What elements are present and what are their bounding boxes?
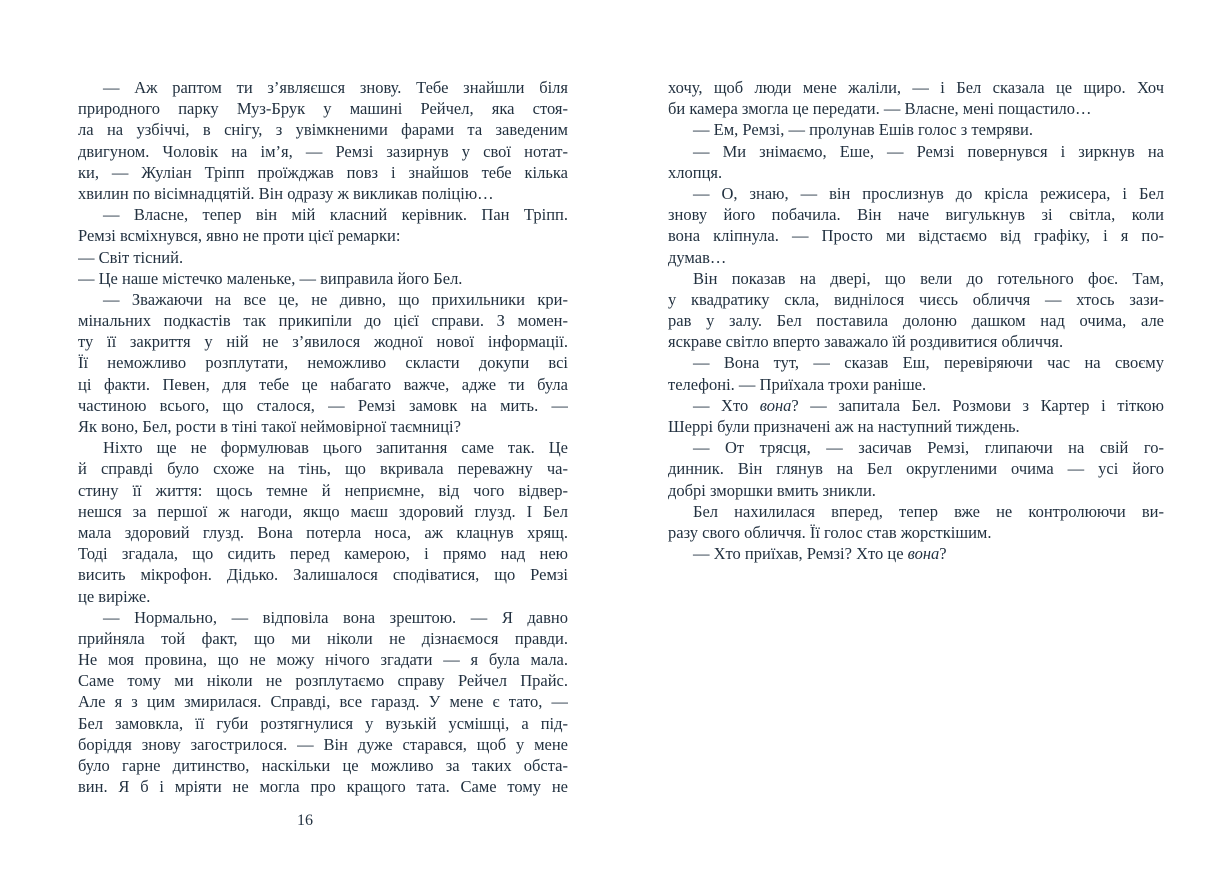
paragraph: [78, 437, 568, 607]
text-segment: ?: [939, 544, 947, 564]
text-segment: би камера змогла це передати. — Власне, мені пощастило…: [668, 99, 1092, 119]
text-line: [668, 268, 1164, 289]
text-line: [668, 289, 1164, 310]
text-line: [78, 564, 568, 585]
text-segment: Не моя провина, що не можу нічого згадати — я була мала.: [78, 650, 568, 670]
text-line: [78, 204, 568, 225]
text-segment: ? — запитала Бел. Розмови з Картер і тіткою: [791, 395, 1164, 415]
text-segment: ки, — Жуліан Тріпп проїжджав повз і знайшов тебе кілька: [78, 162, 568, 182]
paragraph: [668, 183, 1164, 268]
text-segment: Він показав на двері, що вели до готельного фоє. Там,: [693, 268, 1164, 288]
text-line: [668, 98, 1164, 119]
text-segment: — Власне, тепер він мій класний керівник. Пан Тріпп.: [103, 205, 568, 225]
text-segment: хвилин по вісімнадцятій. Він одразу ж викликав поліцію…: [78, 183, 494, 203]
text-segment: Бел нахилилася вперед, тепер вже не контролюючи ви-: [693, 501, 1164, 521]
text-line: [78, 141, 568, 162]
paragraph: [668, 437, 1164, 501]
text-line: [668, 480, 1164, 501]
text-line: [668, 501, 1164, 522]
text-line: [668, 331, 1164, 352]
text-segment: природного парку Муз-Брук у машині Рейчел, яка стоя-: [78, 99, 568, 119]
text-line: [668, 119, 1164, 140]
text-line: [78, 77, 568, 98]
text-segment: Її неможливо розплутати, неможливо скласти докупи всі: [78, 353, 568, 373]
text-line: [78, 395, 568, 416]
text-segment: — Хто: [693, 395, 760, 415]
paragraph: [78, 247, 568, 268]
paragraph: [78, 77, 568, 204]
paragraph: [668, 352, 1164, 394]
text-segment: — Нормально, — відповіла вона зрештою. — Я давно: [103, 607, 568, 627]
text-segment: — Ем, Ремзі, — пролунав Ешів голос з темряви.: [693, 120, 1033, 140]
text-segment: динник. Він глянув на Бел округленими очима — усі його: [668, 459, 1164, 479]
paragraph: [668, 77, 1164, 119]
text-line: [78, 691, 568, 712]
text-segment: Ніхто ще не формулював цього запитання саме так. Це: [103, 438, 568, 458]
text-line: [668, 77, 1164, 98]
text-segment: — Зважаючи на все це, не дивно, що прихильники кри-: [103, 289, 568, 309]
text-segment: прийняла той факт, що ми ніколи не дізнаємося правди.: [78, 628, 568, 648]
paragraph: [668, 395, 1164, 437]
text-line: [78, 543, 568, 564]
text-segment: ці факти. Певен, для тебе це набагато важче, адже ти була: [78, 374, 568, 394]
text-segment: яскраве світло вперто заважало їй роздивитися обличчя.: [668, 332, 1064, 352]
text-line: [78, 501, 568, 522]
text-line: [78, 437, 568, 458]
text-line: [78, 776, 568, 797]
text-segment: було гарне дитинство, наскільки це можливо за таких обста-: [78, 756, 568, 775]
text-segment: знову його побачила. Він наче вигулькнув зі світла, коли: [668, 205, 1164, 225]
text-line: [78, 670, 568, 691]
text-line: [78, 289, 568, 310]
text-segment: Але я з цим змирилася. Справді, все гаразд. У мене є тато, —: [78, 692, 568, 712]
text-line: [668, 522, 1164, 543]
text-segment: — О, знаю, — він прослизнув до крісла режисера, і Бел: [693, 183, 1164, 203]
text-line: [78, 734, 568, 755]
text-line: [668, 437, 1164, 458]
text-segment: частиною всього, що сталося, — Ремзі замовк на мить. —: [78, 395, 568, 415]
text-segment: вона кліпнула. — Просто ми відстаємо від графіку, і я по-: [668, 226, 1164, 246]
text-segment: нешся за першої ж нагоди, якщо маєш здоровий глузд. І Бел: [78, 501, 568, 521]
paragraph: [668, 141, 1164, 183]
text-segment: думав…: [668, 247, 727, 267]
text-line: [78, 458, 568, 479]
text-segment: й справді було схоже на тінь, що вкривала переважну ча-: [78, 459, 568, 479]
text-line: [78, 607, 568, 628]
paragraph: [78, 268, 568, 289]
text-line: [78, 98, 568, 119]
text-segment: рав у залу. Бел поставила долоню дашком над очима, але: [668, 311, 1164, 331]
text-line: [78, 586, 568, 607]
text-line: [78, 331, 568, 352]
text-line: [78, 119, 568, 140]
paragraph: [668, 501, 1164, 543]
text-line: [78, 374, 568, 395]
text-line: [78, 649, 568, 670]
text-segment: добрі зморшки вмить зникли.: [668, 480, 876, 500]
text-line: [78, 628, 568, 649]
italic-text: вона: [759, 395, 792, 415]
text-line: [668, 141, 1164, 162]
text-line: [668, 225, 1164, 246]
text-line: [668, 247, 1164, 268]
text-segment: — Світ тісний.: [78, 247, 184, 267]
text-line: [78, 183, 568, 204]
text-line: [668, 183, 1164, 204]
text-segment: — От трясця, — засичав Ремзі, глипаючи на свій го-: [693, 438, 1164, 458]
text-segment: хлопця.: [668, 162, 723, 182]
paragraph: [668, 119, 1164, 140]
text-line: [78, 755, 568, 776]
text-segment: у квадратику скла, виднілося чиєсь обличчя — хтось зази-: [668, 289, 1164, 309]
text-line: [668, 310, 1164, 331]
text-segment: Шеррі були призначені аж на наступний тиждень.: [668, 417, 1020, 436]
text-segment: Як воно, Бел, рости в тіні такої неймовірної таємниці?: [78, 417, 461, 436]
paragraph: [668, 268, 1164, 353]
text-segment: — Це наше містечко маленьке, — виправила його Бел.: [78, 268, 463, 288]
page-number: 16: [297, 812, 313, 829]
paragraph: [78, 204, 568, 246]
text-line: [668, 458, 1164, 479]
left-page-text-column: [78, 77, 568, 797]
text-line: [78, 268, 568, 289]
text-segment: двигуном. Чоловік на ім’я, — Ремзі зазирнув у свої нотат-: [78, 141, 568, 161]
text-segment: — Ми знімаємо, Еше, — Ремзі повернувся і зиркнув на: [693, 141, 1164, 161]
text-line: [668, 374, 1164, 395]
text-segment: ла на узбіччі, в снігу, з увімкненими фарами та заведеним: [78, 120, 568, 140]
text-segment: Тоді згадала, що сидить перед камерою, і прямо над нею: [78, 544, 568, 564]
text-line: [78, 480, 568, 501]
text-segment: Саме тому ми ніколи не розплутаємо справу Рейчел Прайс.: [78, 671, 568, 691]
text-segment: — Аж раптом ти з’являєшся знову. Тебе знайшли біля: [103, 78, 568, 97]
text-line: [668, 395, 1164, 416]
text-line: [78, 352, 568, 373]
text-segment: мінальних подкастів так прикипіли до цієї справи. З момен-: [78, 311, 568, 331]
text-segment: стину її життя: щось темне й неприємне, від чого відвер-: [78, 480, 568, 500]
paragraph: [668, 543, 1164, 564]
paragraph: [78, 607, 568, 798]
text-line: [668, 204, 1164, 225]
text-segment: — Вона тут, — сказав Еш, перевіряючи час на своєму: [693, 353, 1164, 373]
text-segment: Бел замовкла, її губи розтягнулися у вузькій усмішці, а під-: [78, 713, 568, 733]
text-line: [668, 416, 1164, 437]
text-segment: боріддя знову загострилося. — Він дуже старався, щоб у мене: [78, 734, 568, 754]
right-page-text-column: [668, 77, 1164, 564]
text-line: [78, 225, 568, 246]
text-line: [78, 162, 568, 183]
text-line: [78, 416, 568, 437]
text-line: [78, 310, 568, 331]
text-segment: — Хто приїхав, Ремзі? Хто це: [693, 544, 908, 564]
text-segment: вин. Я б і мріяти не могла про кращого тата. Саме тому не: [78, 777, 568, 797]
text-segment: Ремзі всміхнувся, явно не проти цієї ремарки:: [78, 226, 401, 246]
italic-text: вона: [907, 544, 940, 564]
text-line: [78, 522, 568, 543]
text-line: [668, 162, 1164, 183]
text-segment: мала здоровий глузд. Вона потерла носа, аж клацнув хрящ.: [78, 522, 568, 542]
text-segment: це виріже.: [78, 586, 151, 606]
text-segment: телефоні. — Приїхала трохи раніше.: [668, 374, 927, 394]
text-segment: висить мікрофон. Дідько. Залишалося сподіватися, що Ремзі: [78, 565, 568, 585]
text-line: [78, 247, 568, 268]
text-line: [78, 713, 568, 734]
text-segment: ту її закриття у ній не з’явилося жодної нової інформації.: [78, 332, 568, 352]
text-line: [668, 352, 1164, 373]
text-line: [668, 543, 1164, 564]
text-segment: хочу, щоб люди мене жаліли, — і Бел сказала це щиро. Хоч: [668, 78, 1164, 97]
paragraph: [78, 289, 568, 437]
text-segment: разу свого обличчя. Її голос став жорсткішим.: [668, 522, 992, 542]
